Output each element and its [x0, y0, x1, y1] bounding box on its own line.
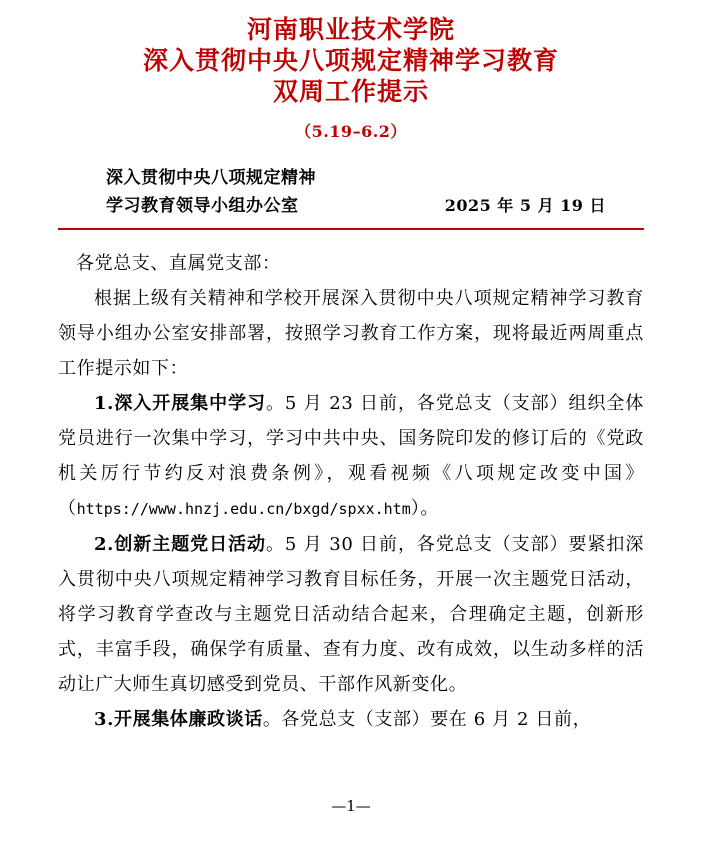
- issue-date: 2025 年 5 月 19 日: [444, 196, 606, 215]
- list-item-2-heading: 创新主题党日活动: [114, 534, 266, 555]
- document-title-line-1: 河南职业技术学院: [246, 15, 455, 44]
- list-item-1: [58, 386, 644, 527]
- document-title-line-3: 双周工作提示: [272, 77, 429, 106]
- document-title: [58, 14, 644, 107]
- document-date-range: （5.19–6.2）: [295, 122, 407, 141]
- issuer-row: [106, 192, 644, 220]
- list-item-3-heading: 开展集体廉政谈话: [114, 709, 263, 730]
- list-item-1-url[interactable]: https://www.hnzj.edu.cn/bxgd/spxx.htm: [76, 500, 411, 518]
- document-body: [58, 246, 644, 737]
- list-item-2-text: 。5 月 30 日前，各党总支（支部）要紧扣深入贯彻中央八项规定精神学习教育目标任务，开展一次主题党日活动，将学习教育学查改与主题党日活动结合起来，合理确定主题，创新形式，丰富手段，确保学有质量、查有力度、改有成效，以生动多样的活动让广大师生真切感受到党员、干部作风新变化。: [58, 534, 644, 695]
- document-title-line-2: 深入贯彻中央八项规定精神学习教育: [142, 46, 559, 75]
- issuer-line-2: 学习教育领导小组办公室: [106, 196, 299, 216]
- salutation: 各党总支、直属党支部：: [76, 253, 281, 274]
- list-item-1-text: 。5 月 23 日前，各党总支（支部）组织全体党员进行一次集中学习，学习中共中央、国务院印发的修订后的《党政机关厉行节约反对浪费条例》，观看视频《八项规定改变中国》（: [58, 393, 644, 519]
- list-item-2-number: 2.: [94, 534, 114, 555]
- list-item-3: [58, 702, 644, 737]
- page-number: —1—: [331, 797, 371, 815]
- red-horizontal-rule: [58, 228, 644, 230]
- list-item-1-text-tail: ）。: [410, 498, 439, 519]
- list-item-3-text: 。各党总支（支部）要在 6 月 2 日前，: [262, 709, 592, 730]
- issuer-block: [58, 164, 644, 220]
- list-item-3-number: 3.: [94, 709, 114, 730]
- list-item-2: [58, 527, 644, 702]
- list-item-1-number: 1.: [94, 393, 114, 414]
- list-item-1-heading: 深入开展集中学习: [114, 393, 266, 414]
- issuer-line-1: 深入贯彻中央八项规定精神: [106, 168, 316, 188]
- intro-paragraph: 根据上级有关精神和学校开展深入贯彻中央八项规定精神学习教育领导小组办公室安排部署，按照学习教育工作方案，现将最近两周重点工作提示如下：: [58, 288, 644, 379]
